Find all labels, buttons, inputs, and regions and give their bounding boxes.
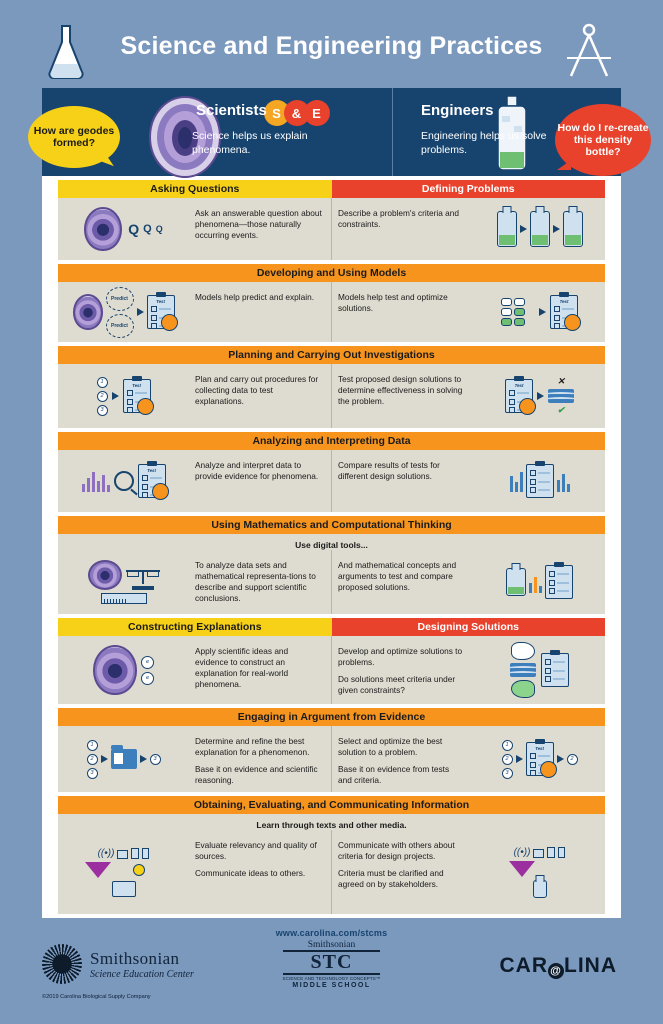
step-number: 3	[97, 405, 108, 416]
test-clipboard-icon: Test	[147, 295, 175, 329]
water-icon	[548, 389, 574, 403]
practice-bar	[58, 516, 605, 534]
test-clipboard-icon: Test	[138, 464, 166, 498]
geode-icon	[84, 207, 122, 251]
bubble-left-text: How are geodes formed?	[33, 124, 115, 149]
arrow-icon	[553, 225, 560, 233]
bottle-icon	[533, 880, 547, 898]
science-text	[189, 830, 331, 914]
practice-row	[58, 180, 605, 260]
practice-bar	[58, 432, 605, 450]
arrow-icon	[101, 755, 108, 763]
practice-bar	[58, 264, 605, 282]
badge-s: S	[264, 100, 290, 126]
text-line: Select and optimize the best solution to a problem.	[338, 736, 443, 757]
smithsonian-logo	[42, 944, 194, 984]
practice-subhead: Use digital tools...	[58, 534, 605, 550]
step-number: 2	[567, 754, 578, 765]
engineering-side	[332, 450, 605, 512]
practice-subhead: Learn through texts and other media.	[58, 814, 605, 830]
step-number: 1	[97, 377, 108, 388]
arrow-icon	[520, 225, 527, 233]
question-mark-icon: Q	[155, 224, 163, 234]
designing-solutions-art	[474, 636, 605, 704]
bottle-icon	[506, 568, 526, 596]
science-text	[189, 198, 331, 260]
practice-row	[58, 618, 605, 704]
water-icon	[510, 663, 536, 677]
footer-logos	[0, 924, 663, 1024]
bar-chart-icon	[529, 571, 542, 593]
planning-art	[58, 364, 189, 428]
computational-art	[474, 550, 605, 614]
smithsonian-name: Smithsonian	[90, 948, 180, 968]
text-line: Base it on evidence and scientific reasoning.	[195, 763, 318, 785]
badge-amp: &	[284, 100, 310, 126]
practice-title-engineering: Designing Solutions	[332, 618, 606, 636]
practice-title-engineering: Defining Problems	[332, 180, 606, 198]
clipboard-icon	[541, 653, 569, 687]
practice-body	[58, 830, 605, 914]
bottle-icon	[563, 211, 583, 247]
science-text	[189, 282, 331, 342]
practice-title-science: Constructing Explanations	[58, 618, 332, 636]
smithsonian-subtitle: Science Education Center	[90, 968, 194, 980]
step-number: 2	[502, 754, 513, 765]
stc-top-text: Smithsonian	[307, 940, 356, 950]
person-icon	[115, 862, 129, 878]
test-clipboard-icon: Test	[505, 379, 533, 413]
engineers-heading: Engineers	[421, 102, 494, 119]
step-number: 3	[87, 768, 98, 779]
science-text	[189, 364, 331, 428]
ruler-icon	[101, 593, 147, 604]
science-text	[189, 550, 331, 614]
science-side	[58, 830, 332, 914]
arrow-icon	[537, 392, 544, 400]
carolina-text-2: LINA	[564, 954, 617, 977]
arrow-icon	[140, 755, 147, 763]
idea-bulb-icon	[133, 864, 145, 876]
test-clipboard-icon	[526, 464, 554, 498]
step-number: 1	[502, 740, 513, 751]
math-tools-art	[58, 550, 189, 614]
cross-icon: ✕	[557, 376, 565, 386]
engineering-text	[332, 550, 474, 614]
text-line: Plan and carry out procedures for collecting data to test explanations.	[195, 374, 319, 406]
practice-bar	[58, 618, 605, 636]
stc-sub-text: SCIENCE AND TECHNOLOGY CONCEPTS™	[282, 976, 381, 981]
science-side	[58, 726, 332, 792]
practice-body	[58, 636, 605, 704]
practice-body	[58, 726, 605, 792]
text-line: Ask an answerable question about phenomena—those naturally occurring events.	[195, 208, 322, 240]
carolina-text-1: CAR	[499, 954, 548, 977]
copyright-text: ©2019 Carolina Biological Supply Company	[42, 994, 151, 1000]
stc-main-text: STC	[283, 950, 381, 975]
models-test-art	[474, 282, 605, 342]
engineering-side	[332, 550, 605, 614]
developing-models-art	[58, 282, 189, 342]
test-clipboard-icon: Test	[123, 379, 151, 413]
practice-title-full: Obtaining, Evaluating, and Communicating Information	[58, 796, 605, 814]
page-title: Science and Engineering Practices	[120, 31, 543, 60]
practice-bar	[58, 346, 605, 364]
samples-icon	[501, 298, 535, 326]
science-text	[189, 450, 331, 512]
practice-bar	[58, 708, 605, 726]
compass-icon	[563, 22, 615, 82]
text-line: Communicate with others about criteria for design projects.	[338, 840, 455, 861]
constructing-explanations-art	[58, 636, 189, 704]
text-line: To analyze data sets and mathematical representa-tions to describe and support scientific conclusions.	[195, 560, 316, 603]
bubble-tail	[557, 160, 571, 170]
engineering-text	[332, 726, 474, 792]
devices-icon	[98, 848, 150, 859]
text-line: Test proposed design solutions to determine effectiveness in solving the problem.	[338, 374, 463, 406]
text-line: Analyze and interpret data to provide evidence for phenomena.	[195, 460, 319, 481]
argument-evidence-art	[58, 726, 189, 792]
practice-title-science: Asking Questions	[58, 180, 332, 198]
comparing-results-art	[474, 450, 605, 512]
science-side	[58, 636, 332, 704]
practice-row	[58, 346, 605, 428]
science-text	[189, 726, 331, 792]
bar-chart-icon	[510, 470, 523, 492]
engineering-text	[332, 450, 474, 512]
top-band	[42, 88, 621, 176]
practice-row	[58, 796, 605, 914]
text-line: Base it on evidence from tests and criteria.	[338, 763, 450, 785]
step-number: 2	[87, 754, 98, 765]
flask-icon	[44, 24, 88, 80]
text-line: Evaluate relevancy and quality of sources.	[195, 840, 317, 861]
engineers-text: Engineering helps us solve problems.	[421, 130, 547, 157]
engineering-side	[332, 726, 605, 792]
science-side	[58, 550, 332, 614]
badge-e: E	[304, 100, 330, 126]
science-side	[58, 198, 332, 260]
text-line: Models help test and optimize solutions.	[338, 292, 448, 313]
question-bubble-left	[28, 106, 120, 168]
funnel-icon	[85, 862, 111, 878]
balance-scale-icon	[126, 564, 160, 590]
arrow-icon	[516, 755, 523, 763]
geode-icon	[73, 294, 103, 330]
folder-icon	[111, 749, 137, 769]
best-solution-art	[474, 726, 605, 792]
scientists-text: Science helps us explain phenomena.	[192, 130, 308, 157]
engineering-text	[332, 282, 474, 342]
text-line: And mathematical concepts and arguments to test and compare proposed solutions.	[338, 560, 457, 592]
poster-header	[0, 0, 663, 92]
engineering-text	[332, 198, 474, 260]
communicating-art	[474, 830, 605, 914]
predict-bubble: Predict	[106, 314, 134, 338]
geode-icon	[88, 560, 122, 590]
prototype-icon	[511, 680, 535, 698]
practice-body	[58, 364, 605, 428]
text-line: Communicate ideas to others.	[195, 867, 306, 878]
defining-problems-art	[474, 198, 605, 260]
text-line: Apply scientific ideas and evidence to construct an explanation for real-world phenomena.	[195, 646, 289, 689]
carolina-logo	[500, 954, 618, 979]
text-line: Describe a problem's criteria and constraints.	[338, 208, 460, 229]
stc-logo	[283, 940, 381, 989]
carolina-at-icon: @	[548, 963, 564, 979]
step-number: 2	[97, 391, 108, 402]
text-line: Compare results of tests for different design solutions.	[338, 460, 440, 481]
prototype-icon	[511, 642, 535, 660]
wifi-icon: ((•))	[513, 846, 531, 858]
step-number: 3	[502, 768, 513, 779]
science-side	[58, 364, 332, 428]
practice-body	[58, 198, 605, 260]
person-icon	[149, 862, 163, 878]
practice-row	[58, 264, 605, 342]
engineering-side	[332, 198, 605, 260]
geode-icon	[93, 645, 137, 695]
practice-title-full: Engaging in Argument from Evidence	[58, 708, 605, 726]
practices-list	[42, 176, 621, 914]
question-mark-icon: Q	[143, 223, 152, 235]
science-side	[58, 450, 332, 512]
devices-icon	[514, 847, 566, 858]
clipboard-icon	[112, 881, 136, 897]
bar-chart-icon	[557, 470, 570, 492]
test-clipboard-icon: Test	[550, 295, 578, 329]
predict-bubble: Predict	[106, 287, 134, 311]
step-number: 1	[87, 740, 98, 751]
text-line: Determine and refine the best explanation for a phenomenon.	[195, 736, 310, 757]
sunburst-icon	[42, 944, 82, 984]
practice-body	[58, 450, 605, 512]
question-bubble-right	[555, 104, 651, 176]
arrow-icon	[557, 755, 564, 763]
text-line: Criteria must be clarified and agreed on by stakeholders.	[338, 867, 444, 889]
clipboard-icon	[545, 565, 573, 599]
practice-title-full: Using Mathematics and Computational Thinking	[58, 516, 605, 534]
obtaining-info-art	[58, 830, 189, 914]
practice-bar	[58, 180, 605, 198]
practice-title-full: Planning and Carrying Out Investigations	[58, 346, 605, 364]
bottle-icon	[530, 211, 550, 247]
science-side	[58, 282, 332, 342]
text-line: Develop and optimize solutions to problems.	[338, 646, 463, 667]
practice-body	[58, 550, 605, 614]
evidence-marker: e	[141, 656, 154, 669]
arrow-icon	[112, 392, 119, 400]
engineering-text	[332, 364, 474, 428]
practice-row	[58, 516, 605, 614]
engineering-text	[332, 830, 474, 914]
text-line: Do solutions meet criteria under given constraints?	[338, 673, 456, 695]
text-line: Models help predict and explain.	[195, 292, 314, 302]
person-icon	[557, 861, 571, 877]
wifi-icon: ((•))	[97, 847, 115, 859]
step-number: 3	[150, 754, 161, 765]
question-mark-icon: Q	[128, 221, 140, 237]
evidence-marker: e	[141, 672, 154, 685]
science-text	[189, 636, 331, 704]
engineering-side	[332, 830, 605, 914]
stc-level-text: MIDDLE SCHOOL	[292, 982, 371, 989]
check-icon: ✔	[557, 405, 565, 415]
practice-title-full: Developing and Using Models	[58, 264, 605, 282]
practice-row	[58, 432, 605, 512]
bar-chart-icon	[82, 470, 110, 492]
bottle-icon	[497, 211, 517, 247]
asking-questions-art	[58, 198, 189, 260]
test-clipboard-icon: Test	[526, 742, 554, 776]
analyzing-data-art	[58, 450, 189, 512]
practice-title-full: Analyzing and Interpreting Data	[58, 432, 605, 450]
engineering-side	[332, 636, 605, 704]
testing-design-art	[474, 364, 605, 428]
arrow-icon	[539, 308, 546, 316]
magnifier-icon	[114, 471, 134, 491]
engineering-side	[332, 364, 605, 428]
arrow-icon	[137, 308, 144, 316]
bubble-right-text: How do I re-create this density bottle?	[557, 121, 649, 159]
funnel-icon	[509, 861, 535, 877]
engineering-side	[332, 282, 605, 342]
engineering-text	[332, 636, 474, 704]
website-url[interactable]: www.carolina.com/stcms	[275, 928, 388, 938]
practice-row	[58, 708, 605, 792]
poster-card	[42, 88, 621, 938]
scientists-heading: Scientists	[196, 102, 267, 119]
practice-body	[58, 282, 605, 342]
practice-bar	[58, 796, 605, 814]
